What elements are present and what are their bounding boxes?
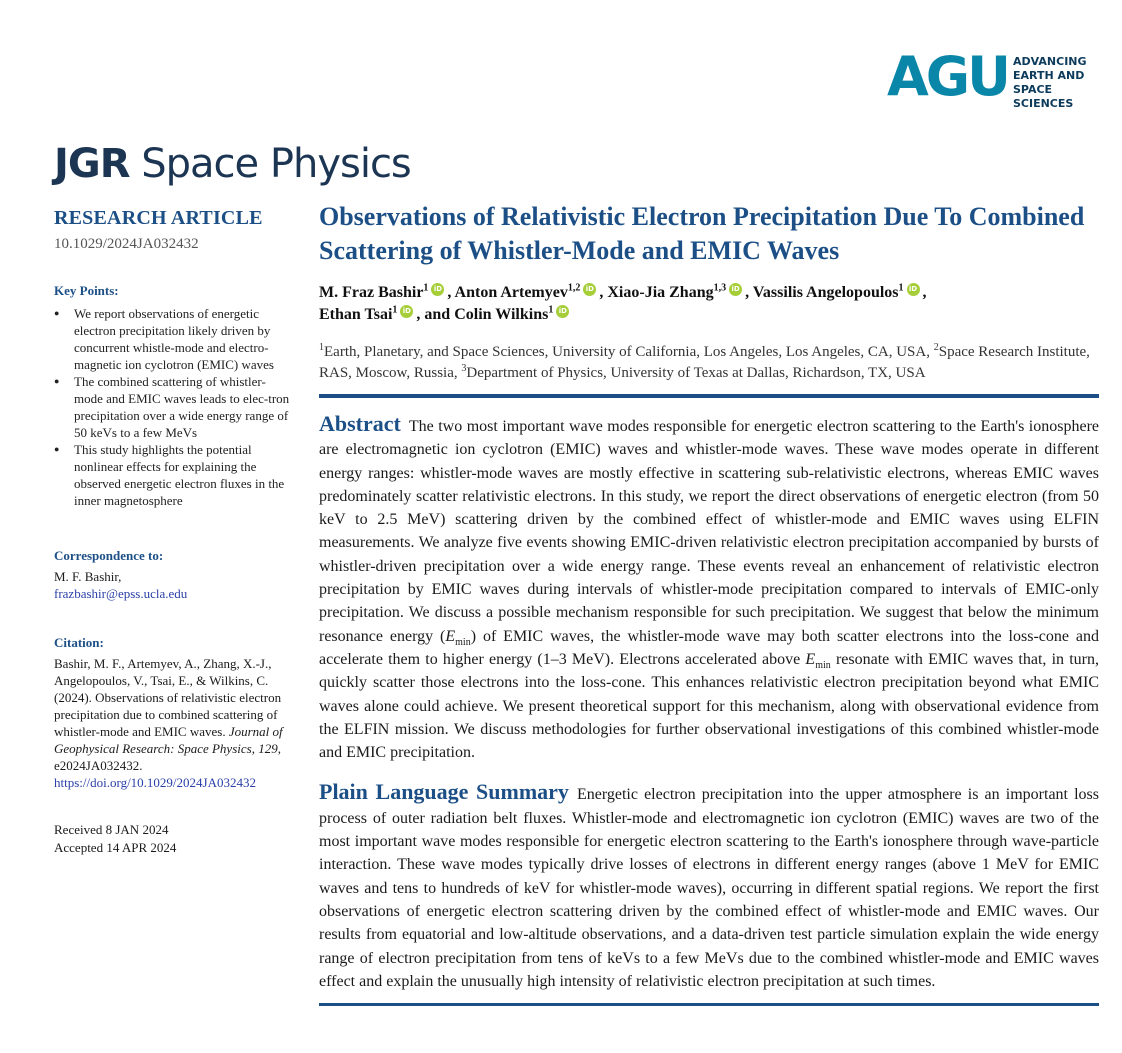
main-content bbox=[319, 200, 1099, 1006]
author-affil-sup: 1,2 bbox=[567, 282, 581, 294]
abstract-text-2: ) of EMIC waves, the whistler-mode wave may both scatter electrons into the loss-cone and accelerate them to higher energy (1–3 MeV). Electrons accelerated above bbox=[319, 627, 1099, 668]
citation-text-end: , e2024JA032432. bbox=[54, 741, 281, 773]
section-divider bbox=[319, 394, 1099, 398]
affiliation-1: Earth, Planetary, and Space Sciences, University of California, Los Angeles, Los Angeles, CA, USA, bbox=[324, 344, 934, 360]
author-affil-sup: 1 bbox=[898, 282, 904, 294]
affil-sup: 1 bbox=[319, 342, 324, 353]
article-title: Observations of Relativistic Electron Precipitation Due To Combined Scattering of Whistler-Mode and EMIC Waves bbox=[319, 202, 1085, 265]
emin-symbol: E bbox=[805, 650, 816, 668]
emin-symbol: E bbox=[445, 627, 456, 645]
citation-doi-link[interactable]: https://doi.org/10.1029/2024JA032432 bbox=[54, 775, 256, 790]
orcid-icon[interactable] bbox=[400, 305, 413, 318]
abstract-text-3: resonate with EMIC waves that, in turn, quickly scatter those electrons into the loss-cone. This enhances relativistic electron precipitation beyond what EMIC waves alone could achieve. We present theoretical support for this mechanism, along with observational evidence from the ELFIN mission. We discuss methodologies for further observational investigations of this combined whistler-mode and EMIC precipitation. bbox=[319, 650, 1099, 762]
left-sidebar bbox=[54, 206, 294, 857]
abstract-section bbox=[319, 412, 1099, 764]
orcid-icon[interactable] bbox=[907, 283, 920, 296]
agu-tag-line-3: SPACE SCIENCES bbox=[1013, 83, 1074, 110]
article-dates bbox=[54, 821, 294, 857]
key-point: ● We report observations of energetic electron precipitation likely driven by concurrent whistle-mode and electro-magnetic ion cyclotron (EMIC) waves bbox=[54, 305, 294, 373]
citation-text bbox=[54, 655, 294, 791]
citation-title: Citation: bbox=[54, 635, 104, 650]
orcid-icon[interactable] bbox=[556, 305, 569, 318]
author-affil-sup: 1 bbox=[423, 282, 429, 294]
agu-logo-tagline bbox=[1013, 55, 1107, 111]
author-separator: , bbox=[745, 284, 753, 301]
orcid-icon[interactable] bbox=[583, 283, 596, 296]
plain-language-summary-heading: Plain Language Summary bbox=[319, 779, 569, 805]
article-doi: 10.1029/2024JA032432 bbox=[54, 236, 199, 252]
article-type: RESEARCH ARTICLE bbox=[54, 207, 263, 229]
agu-tag-line-2: EARTH AND bbox=[1013, 69, 1085, 82]
plain-language-summary-section bbox=[319, 780, 1099, 993]
author-separator: , bbox=[599, 284, 608, 301]
correspondence-name: M. F. Bashir, bbox=[54, 569, 122, 584]
journal-name-rest: Space Physics bbox=[129, 141, 411, 187]
citation-journal: Journal of Geophysical Research: Space Physics bbox=[54, 724, 283, 756]
agu-logo bbox=[887, 45, 1107, 110]
agu-logo-mark: AGU bbox=[887, 45, 1008, 108]
affiliations bbox=[319, 342, 1099, 384]
author-name[interactable]: M. Fraz Bashir bbox=[319, 284, 424, 301]
author-affil-sup: 1 bbox=[548, 304, 554, 316]
agu-tag-line-1: ADVANCING bbox=[1013, 55, 1087, 68]
journal-name bbox=[54, 140, 411, 188]
author-separator: , bbox=[447, 284, 455, 301]
author-affil-sup: 1,3 bbox=[713, 282, 727, 294]
orcid-icon[interactable] bbox=[431, 283, 444, 296]
accepted-date: Accepted 14 APR 2024 bbox=[54, 840, 177, 855]
affiliation-2: Space Research Institute, RAS, Moscow, Russia, bbox=[319, 344, 1090, 381]
journal-name-bold: JGR bbox=[54, 141, 130, 187]
author-name[interactable]: Vassilis Angelopoulos bbox=[752, 284, 899, 301]
section-divider-bottom bbox=[319, 1003, 1099, 1006]
abstract-text-1: The two most important wave modes responsible for energetic electron scattering to the Earth's ionosphere are electromagnetic ion cyclotron (EMIC) waves and whistler-mode waves. These wave modes operate in different energy ranges: whistler-mode waves are mostly effective in scattering sub-relativistic electrons, whereas EMIC waves predominately scatter relativistic electrons. In this study, we report the direct observations of energetic electron (from 50 keV to 2.5 MeV) scattering driven by the combined effect of whistler-mode and EMIC waves using ELFIN measurements. We analyze five events showing EMIC-driven relativistic electron precipitation accompanied by bursts of whistler-driven precipitation over a wide energy range. These events reveal an enhancement of relativistic electron precipitation by EMIC waves during intervals of whistler-mode precipitation compared to intervals of EMIC-only precipitation. We discuss a possible mechanism responsible for such precipitation. We suggest that below the minimum resonance energy ( bbox=[319, 418, 1099, 645]
citation-text-main: Bashir, M. F., Artemyev, A., Zhang, X.-J., Angelopoulos, V., Tsai, E., & Wilkins, C. (2024). Observations of relativistic electron precipitation due to combined scattering of whistler-mode and EMIC waves. bbox=[54, 656, 282, 739]
author-separator: , bbox=[922, 284, 927, 301]
emin-subscript: min bbox=[815, 660, 831, 672]
orcid-icon[interactable] bbox=[729, 283, 742, 296]
author-name[interactable]: Anton Artemyev bbox=[454, 284, 568, 301]
correspondence-email-link[interactable]: frazbashir@epss.ucla.edu bbox=[54, 586, 188, 601]
author-name[interactable]: Xiao-Jia Zhang bbox=[607, 284, 714, 301]
key-point: ● This study highlights the potential nonlinear effects for explaining the observed energetic electron fluxes in the inner magnetosphere bbox=[54, 441, 294, 509]
author-list bbox=[319, 282, 1099, 326]
author-separator: , and bbox=[416, 306, 455, 323]
citation-volume: 129 bbox=[258, 741, 278, 756]
author-affil-sup: 1 bbox=[392, 304, 398, 316]
key-points-title: Key Points: bbox=[54, 283, 119, 298]
author-name[interactable]: Ethan Tsai bbox=[319, 306, 393, 323]
correspondence-title: Correspondence to: bbox=[54, 548, 164, 563]
key-points-list bbox=[54, 305, 294, 509]
plain-language-summary-text: Energetic electron precipitation into the upper atmosphere is an important loss process of outer radiation belt fluxes. Whistler-mode and electromagnetic ion cyclotron (EMIC) waves are two of the most important wave modes responsible for energetic electron scattering to the Earth's ionosphere through wave-particle interaction. These wave modes typically drive losses of electrons in different energy ranges (above 1 MeV for EMIC waves and tens to hundreds of keV for whistler-mode waves), occurring in different spatial regions. We report the first observations of energetic electron scattering driven by the combined effect of whistler-mode and EMIC waves. Our results from equatorial and low-altitude observations, and a data-driven test particle simulation explain the wide energy range of electron precipitation from tens of keVs to a few MeVs due to the combined whistler-mode and EMIC waves effect and explain the unusually high intensity of relativistic electron precipitation at such times. bbox=[319, 786, 1099, 990]
affiliation-3: Department of Physics, University of Texas at Dallas, Richardson, TX, USA bbox=[466, 365, 926, 381]
author-name[interactable]: Colin Wilkins bbox=[454, 306, 549, 323]
key-point: ● The combined scattering of whistler-mode and EMIC waves leads to elec-tron precipitation over a wide energy range of 50 keVs to a few MeVs bbox=[54, 373, 294, 441]
affil-sup: 2 bbox=[933, 342, 939, 353]
abstract-heading: Abstract bbox=[319, 411, 401, 436]
received-date: Received 8 JAN 2024 bbox=[54, 822, 169, 837]
affil-sup: 3 bbox=[461, 363, 467, 374]
citation-separator: , bbox=[251, 741, 259, 756]
emin-subscript: min bbox=[455, 636, 471, 648]
